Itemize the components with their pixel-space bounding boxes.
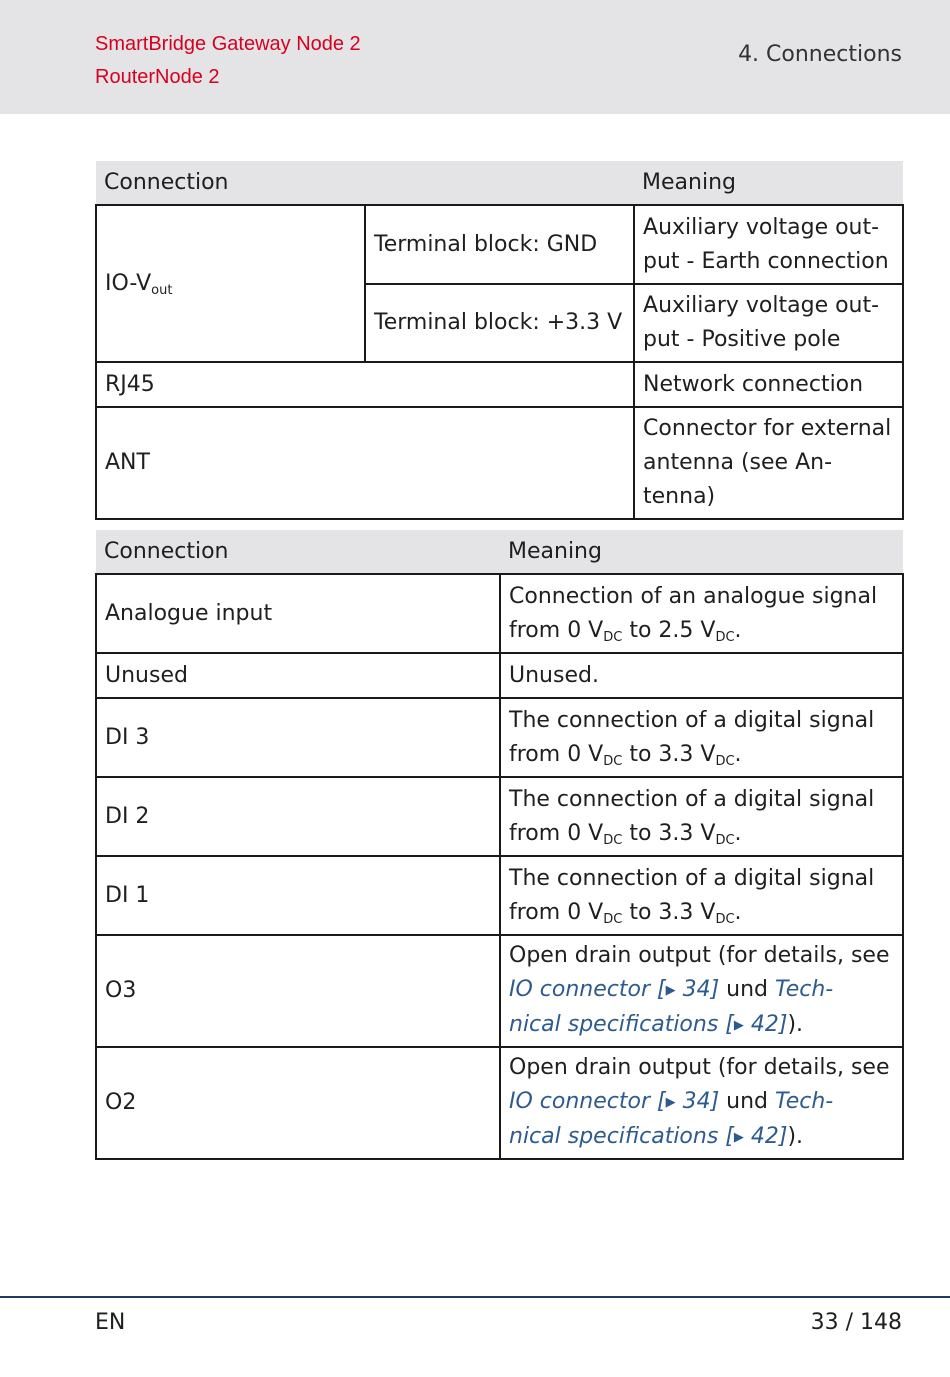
connections-table-2: [95, 530, 904, 1160]
rj45-cell: RJ45: [96, 362, 634, 407]
meaning-o3: Open drain output (for details, see IO connector [▶ 34] und Tech- nical specifications [▶ 42]).: [500, 935, 903, 1047]
page-arrow-icon: ▶: [733, 1018, 744, 1033]
meaning-rj45: Network connection: [634, 362, 903, 407]
table-row: [96, 698, 903, 777]
page-arrow-icon: ▶: [665, 1095, 676, 1110]
header-meaning: Meaning: [500, 530, 903, 574]
header-connection: Connection: [96, 530, 500, 574]
io-vout-cell: $IO-V_{out}$: [96, 205, 365, 362]
table-row: [96, 777, 903, 856]
meaning-ant: Connector for external antenna (see An- tenna): [634, 407, 903, 519]
product-names: [95, 28, 361, 94]
table-row: [96, 935, 903, 1047]
unused-cell: Unused: [96, 653, 500, 698]
tech-specs-link[interactable]: nical specifications [▶ 42]: [509, 1124, 788, 1149]
di1-cell: DI 1: [96, 856, 500, 935]
table-row: [96, 362, 903, 407]
table-row: [96, 407, 903, 519]
table-row: [96, 1047, 903, 1159]
table-row: [96, 574, 903, 653]
meaning-plus33: Auxiliary voltage out- put - Positive pole: [634, 284, 903, 362]
meaning-analogue: Connection of an analogue signal from 0 $V_{DC}$ to 2.5 $V_{DC}$.: [500, 574, 903, 653]
ant-cell: ANT: [96, 407, 634, 519]
footer-page-number: 33 / 148: [810, 1310, 902, 1335]
meaning-di1: The connection of a digital signal from 0 $V_{DC}$ to 3.3 $V_{DC}$.: [500, 856, 903, 935]
header-connection: Connection: [96, 161, 634, 205]
page-header: [0, 0, 950, 114]
footer-language: EN: [95, 1310, 126, 1335]
page-arrow-icon: ▶: [733, 1130, 744, 1145]
di2-cell: DI 2: [96, 777, 500, 856]
product-title: SmartBridge Gateway Node 2: [95, 33, 361, 55]
product-subtitle: RouterNode 2: [95, 66, 220, 88]
meaning-di2: The connection of a digital signal from 0 $V_{DC}$ to 3.3 $V_{DC}$.: [500, 777, 903, 856]
terminal-gnd: Terminal block: GND: [365, 205, 634, 284]
o3-cell: O3: [96, 935, 500, 1047]
footer-divider: [0, 1296, 950, 1298]
meaning-gnd: Auxiliary voltage out- put - Earth connection: [634, 205, 903, 284]
meaning-unused: Unused.: [500, 653, 903, 698]
table-header-row: [96, 161, 903, 205]
meaning-di3: The connection of a digital signal from 0 $V_{DC}$ to 3.3 $V_{DC}$.: [500, 698, 903, 777]
tech-specs-link-start[interactable]: Tech-: [775, 1089, 834, 1114]
page-arrow-icon: ▶: [665, 983, 676, 998]
o2-cell: O2: [96, 1047, 500, 1159]
connections-table-1: [95, 161, 904, 520]
terminal-plus33: Terminal block: +3.3 V: [365, 284, 634, 362]
table-row: [96, 653, 903, 698]
tech-specs-link-start[interactable]: Tech-: [775, 977, 834, 1002]
header-meaning: Meaning: [634, 161, 903, 205]
analogue-cell: Analogue input: [96, 574, 500, 653]
table-row: [96, 856, 903, 935]
section-title: 4. Connections: [738, 42, 902, 67]
tech-specs-link[interactable]: nical specifications [▶ 42]: [509, 1012, 788, 1037]
io-connector-link[interactable]: IO connector [▶ 34]: [509, 1089, 720, 1114]
meaning-o2: Open drain output (for details, see IO connector [▶ 34] und Tech- nical specifications [▶ 42]).: [500, 1047, 903, 1159]
table-header-row: [96, 530, 903, 574]
di3-cell: DI 3: [96, 698, 500, 777]
table-row: [96, 205, 903, 284]
io-connector-link[interactable]: IO connector [▶ 34]: [509, 977, 720, 1002]
